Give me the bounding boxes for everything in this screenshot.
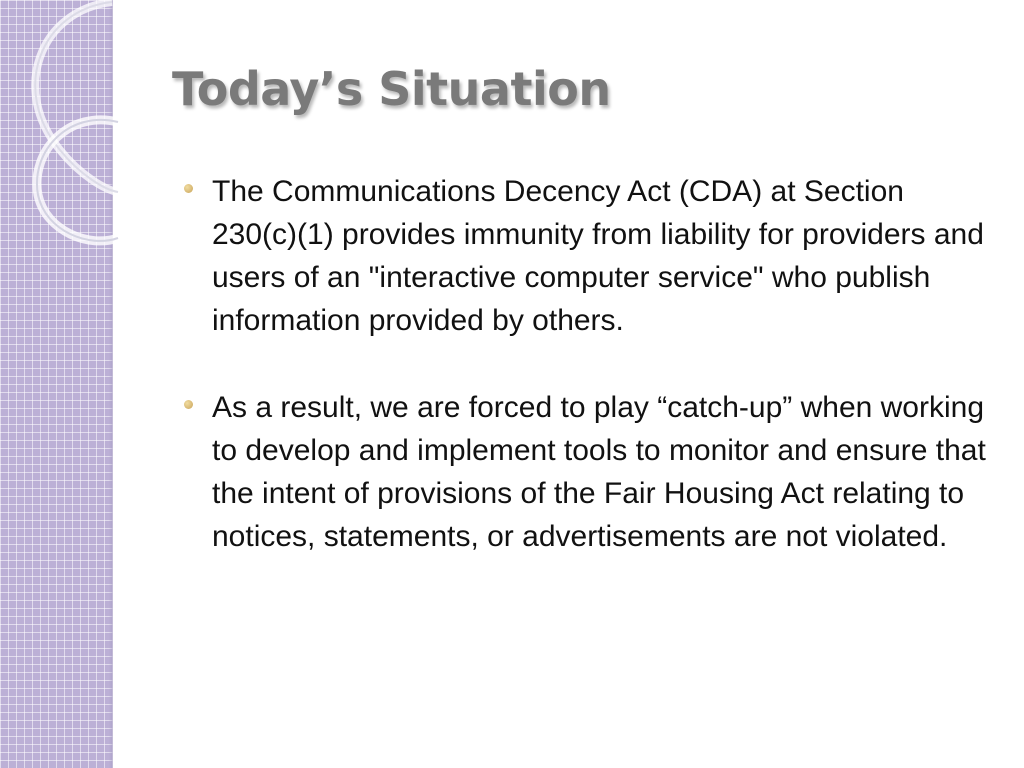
bullet-item xyxy=(182,170,992,342)
bullet-icon xyxy=(184,184,193,193)
slide-title: Today’s Situation xyxy=(172,62,611,116)
bullet-text: As a result, we are forced to play “catch-up” when working to develop and implement tools to monitor and ensure that the intent of provisions of the Fair Housing Act relating to notices, statements, or advertisements are not violated. xyxy=(212,391,986,553)
bullet-text: The Communications Decency Act (CDA) at Section 230(c)(1) provides immunity from liability for providers and users of an "interactive computer service" who publish information provided by others. xyxy=(212,175,984,337)
bullet-icon xyxy=(184,400,193,409)
slide-content xyxy=(182,170,992,602)
bullet-list xyxy=(182,170,992,558)
decorative-side-band xyxy=(0,0,113,768)
bullet-item xyxy=(182,386,992,558)
